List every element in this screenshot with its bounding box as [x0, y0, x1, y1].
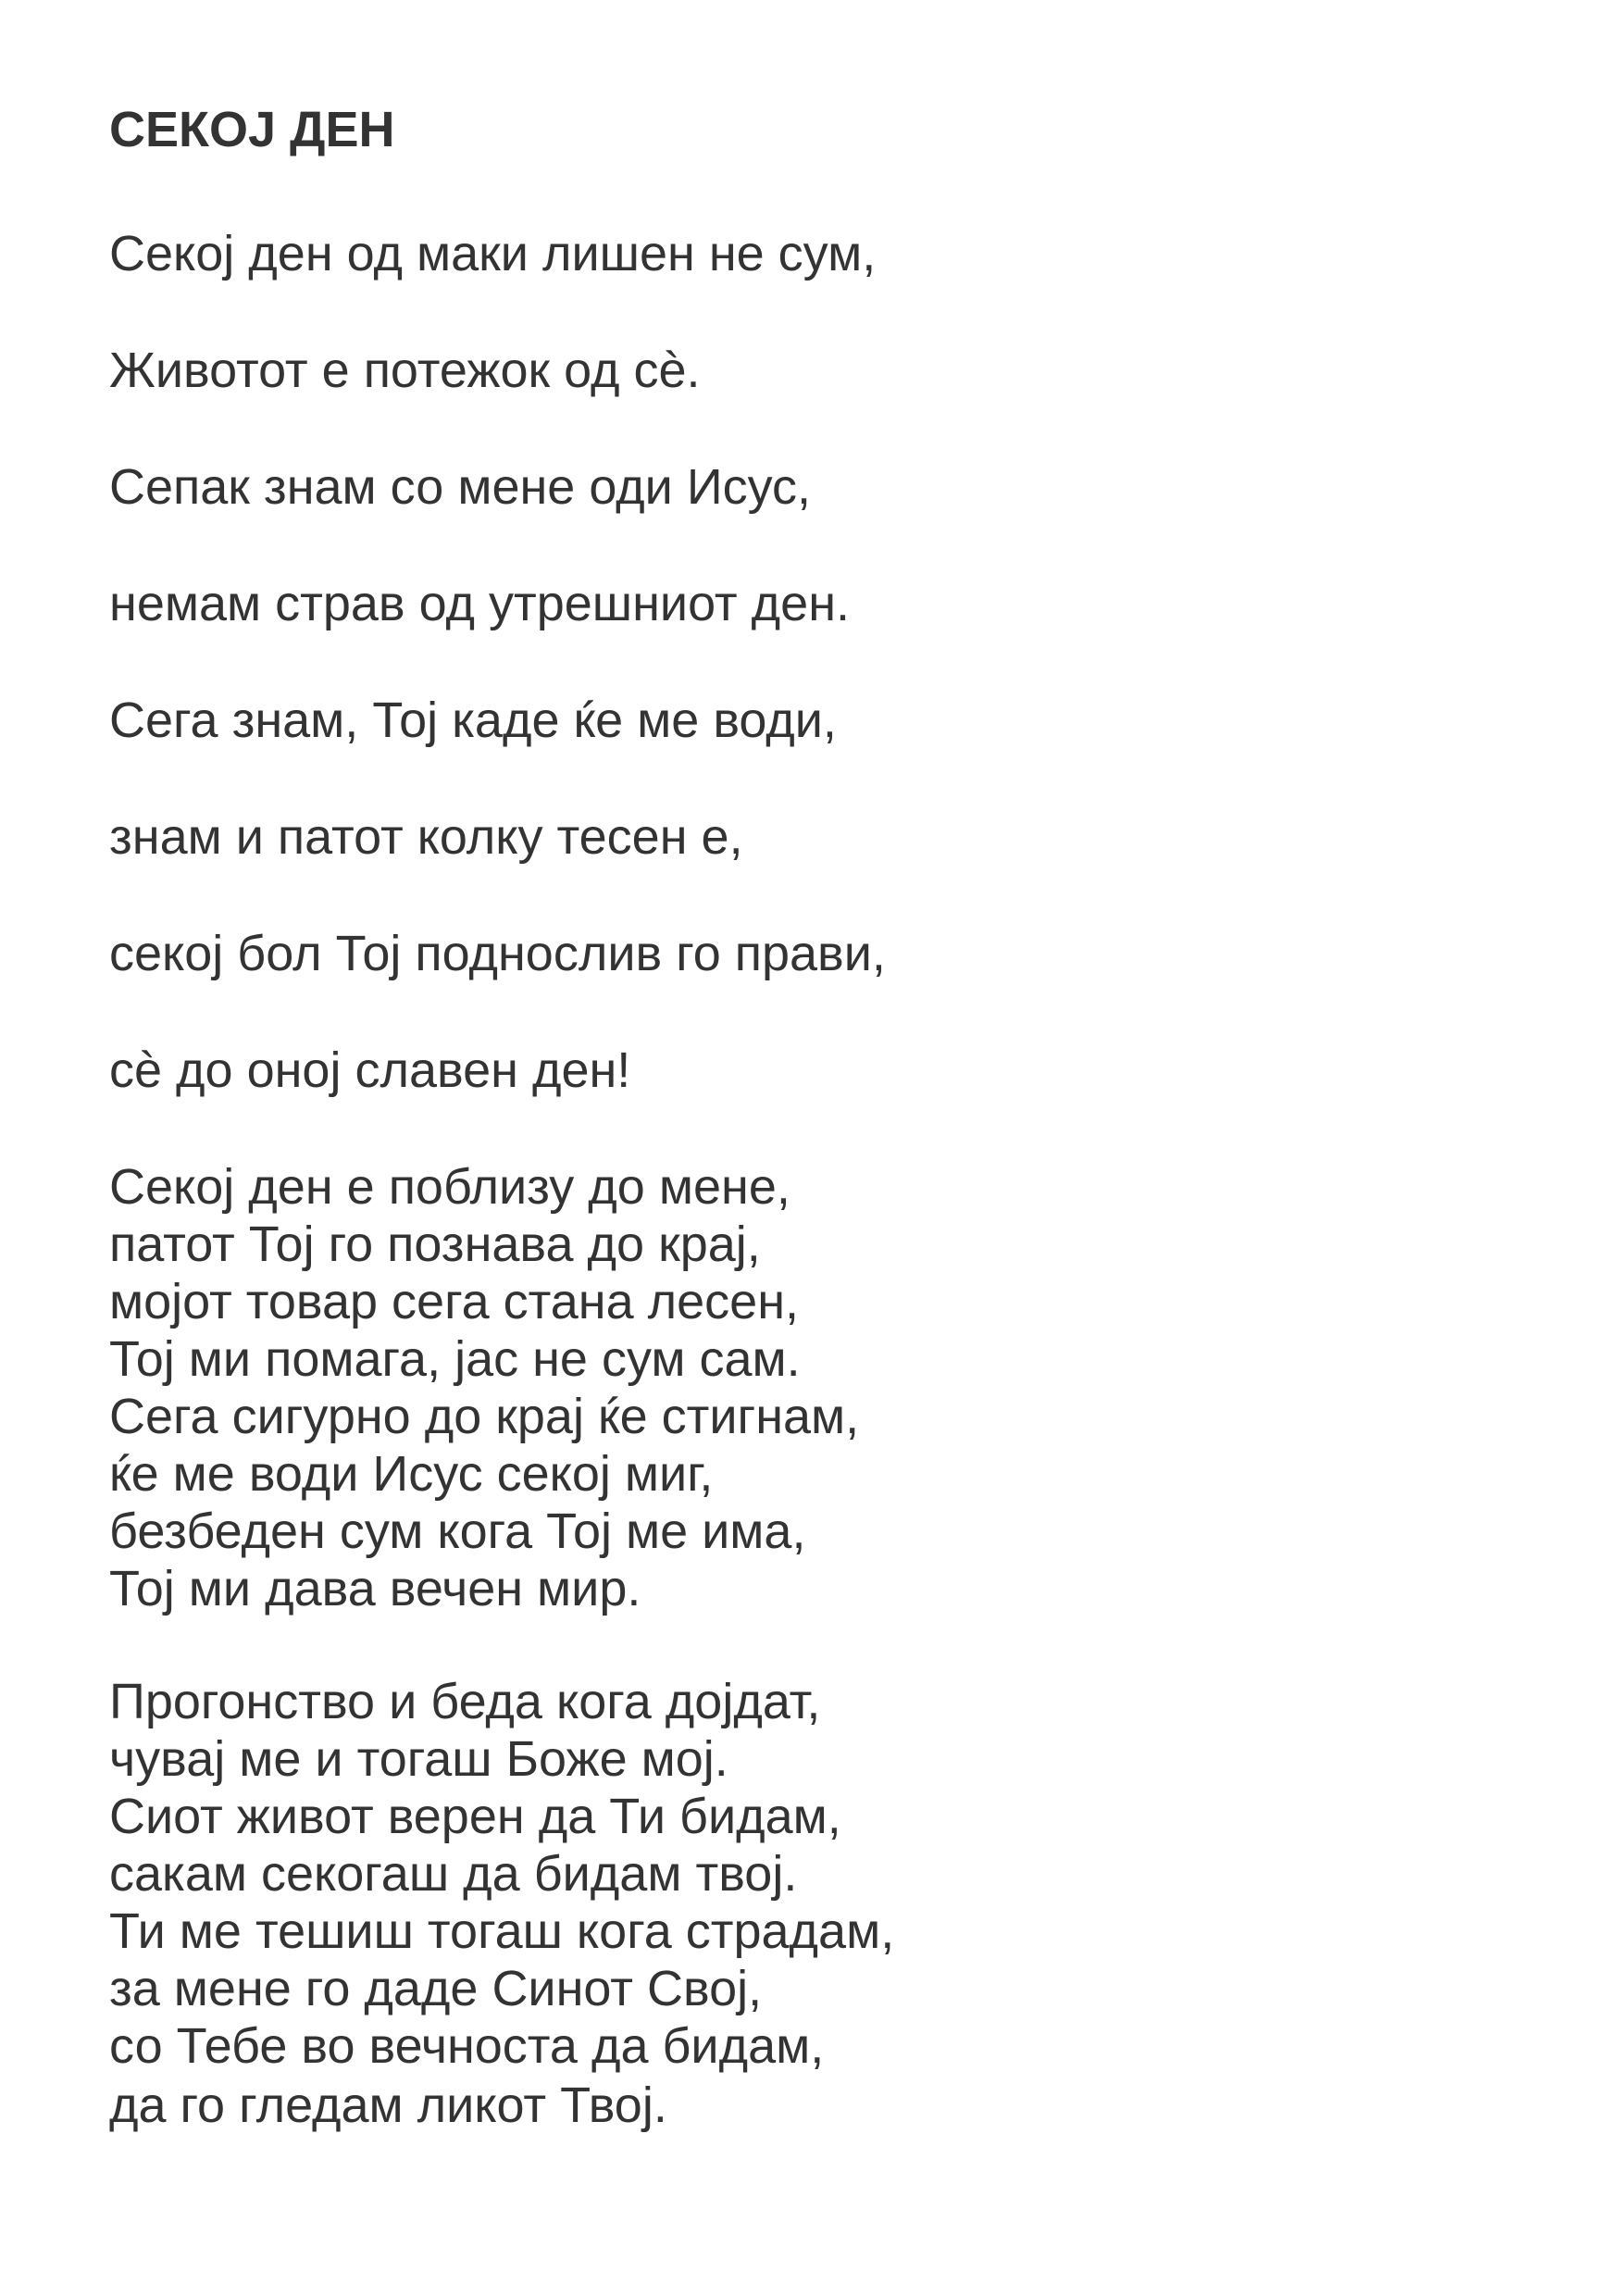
stanza-2-line-6: ќе ме води Исус секој миг,: [109, 1446, 714, 1502]
stanza-3-line-3: Сиот живот верен да Ти бидам,: [109, 1789, 841, 1844]
stanza-3-line-8: да го гледам ликот Твој.: [109, 2078, 667, 2133]
stanza-3-line-1: Прогонство и беда кога дојдат,: [109, 1674, 821, 1729]
stanza-1-line-4: немам страв од утрешниот ден.: [109, 576, 851, 631]
stanza-3-line-2: чувај ме и тогаш Боже мој.: [109, 1731, 728, 1787]
stanza-2-line-8: Тој ми дава вечен мир.: [109, 1561, 641, 1616]
stanza-2-line-7: безбеден сум кога Тој ме има,: [109, 1504, 806, 1559]
stanza-1-line-8: сѐ до оној славен ден!: [109, 1042, 631, 1098]
stanza-3-line-6: за мене го даде Синот Свој,: [109, 1961, 763, 2016]
stanza-2-line-2: патот Тој го познава до крај,: [109, 1217, 761, 1272]
stanza-1-line-3: Сепак знам со мене оди Исус,: [109, 459, 812, 515]
stanza-2-line-3: мојот товар сега стана лесен,: [109, 1274, 800, 1329]
stanza-1-line-7: секој бол Тој поднослив го прави,: [109, 926, 886, 981]
stanza-1-line-2: Животот е потежок од сѐ.: [109, 343, 701, 398]
stanza-3-line-7: со Тебе во вечноста да бидам,: [109, 2018, 825, 2074]
stanza-1-line-6: знам и патот колку тесен е,: [109, 809, 743, 865]
stanza-1-line-5: Сега знам, Тој каде ќе ме води,: [109, 693, 837, 748]
stanza-3-line-5: Ти ме тешиш тогаш кога страдам,: [109, 1903, 895, 1959]
song-title: СЕКОЈ ДЕН: [109, 102, 395, 157]
stanza-3-line-4: сакам секогаш да бидам твој.: [109, 1846, 798, 1902]
stanza-1-line-1: Секој ден од маки лишен не сум,: [109, 226, 877, 281]
stanza-2-line-1: Секој ден е поблизу до мене,: [109, 1159, 790, 1215]
stanza-2-line-4: Тој ми помага, јас не сум сам.: [109, 1331, 801, 1387]
stanza-2-line-5: Сега сигурно до крај ќе стигнам,: [109, 1389, 860, 1444]
